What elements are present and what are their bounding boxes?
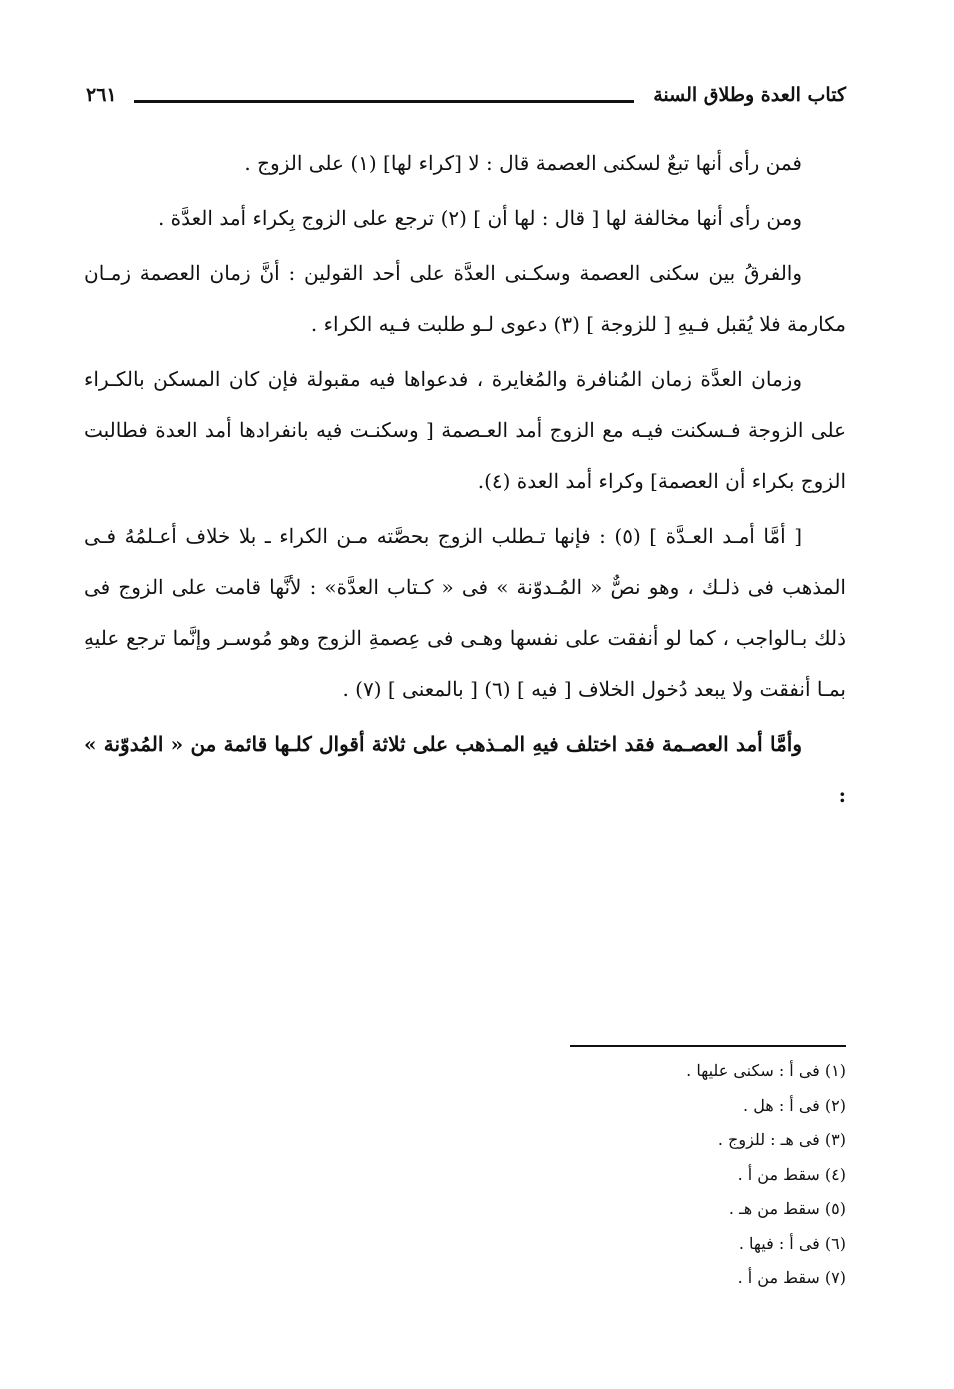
- paragraph: [ أمَّا أمـد العـدَّة ] (٥) : فإنها تـطلب الزوج بحصَّته مـن الكراء ـ بلا خلاف أعـلمُهُ فـى المذهب فى ذلـك ، وهو نصٌّ « المُـدوّنة » فى « كـتاب العدَّة» : لأنَّها قامت على الزوج فى ذلك بـالواجب ، كما لو أنفقت على نفسها وهـى فى عِصمةِ الزوج وهو مُوسـر وإنَّما ترجع عليهِ بمـا أنفقت ولا يبعد دُخول الخلاف [ فيه ] (٦) [ بالمعنى ] (٧) .: [84, 524, 846, 701]
- section-heading-paragraph: وأمَّا أمد العصـمة فقد اختلف فيهِ المـذهب على ثلاثة أقوال كلـها قائمة من « المُدوّنة » :: [84, 732, 846, 807]
- paragraph: وزمان العدَّة زمان المُنافرة والمُغايرة ، فدعواها فيه مقبولة فإن كان المسكن بالكـراء على الزوجة فـسكنت فيـه مع الزوج أمد العـصمة [ وسكنـت فيه بانفرادها أمد العدة فطالبت الزوج بكراء أن العصمة] وكراء أمد العدة (٤).: [84, 367, 846, 493]
- running-header: [86, 84, 846, 120]
- footnote: (٤) سقط من أ .: [737, 1164, 846, 1184]
- paragraph: فمن رأى أنها تبعٌ لسكنى العصمة قال : لا [كراء لها] (١) على الزوج .: [244, 151, 802, 175]
- footnote: (٢) فى أ : هل .: [743, 1095, 846, 1115]
- chapter-title: كتاب العدة وطلاق السنة: [653, 84, 846, 106]
- page-number: ٢٦١: [86, 84, 117, 106]
- paragraph: والفرقُ بين سكنى العصمة وسكـنى العدَّة على أحد القولين : أنَّ زمان العصمة زمـان مكارمة فلا يُقبل فـيهِ [ للزوجة ] (٣) دعوى لـو طلبت فـيه الكراء .: [84, 261, 846, 336]
- footnotes: [426, 1054, 846, 1296]
- footnote: (٣) فى هـ : للزوج .: [717, 1130, 846, 1149]
- footnote-rule: [570, 1045, 846, 1047]
- footnote: (٧) سقط من أ .: [737, 1268, 846, 1287]
- footnote: (١) فى أ : سكنى عليها .: [686, 1061, 846, 1080]
- header-rule: [134, 100, 634, 103]
- paragraph: ومن رأى أنها مخالفة لها [ قال : لها أن ] (٢) ترجع على الزوج بِكراء أمد العدَّة .: [157, 206, 802, 230]
- footnote: (٥) سقط من هـ .: [728, 1199, 846, 1218]
- main-text: [84, 138, 846, 825]
- footnote: (٦) فى أ : فيها .: [738, 1233, 846, 1253]
